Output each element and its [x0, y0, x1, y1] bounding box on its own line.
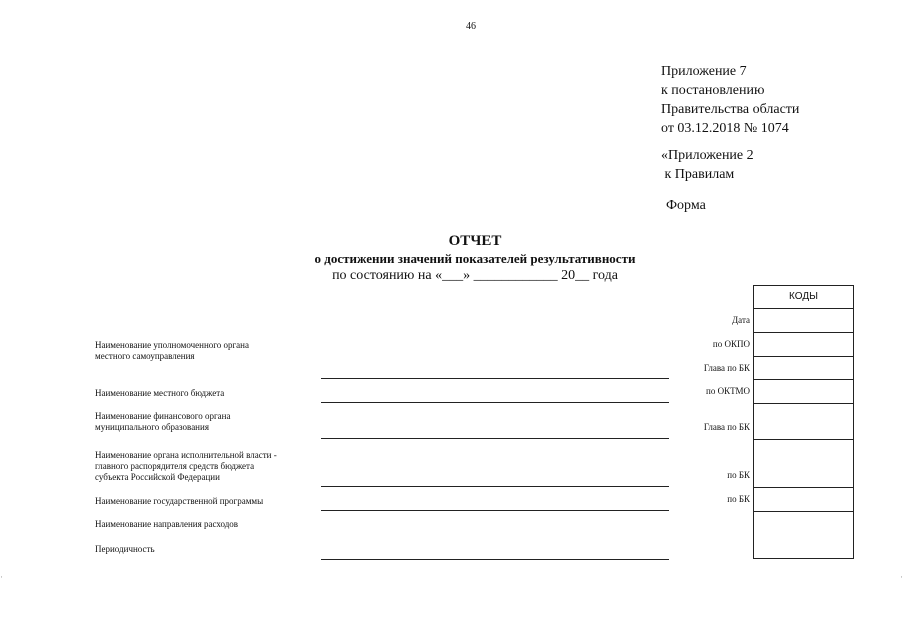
- code-label-head-bk-1: Глава по БК: [703, 363, 750, 373]
- codes-divider: [754, 439, 853, 440]
- field-input-program[interactable]: [321, 510, 669, 511]
- codes-header: КОДЫ: [789, 291, 818, 302]
- code-label-date: Дата: [732, 315, 750, 325]
- field-label-authority: Наименование уполномоченного органа местного самоуправления: [95, 340, 249, 361]
- codes-divider: [754, 356, 853, 357]
- field-label-periodicity: Периодичность: [95, 544, 155, 554]
- field-label-expense-direction: Наименование направления расходов: [95, 519, 239, 529]
- page-edge-mark: ·: [0, 572, 3, 582]
- codes-divider: [754, 379, 853, 380]
- report-as-of: по состоянию на «___» ____________ 20__ года: [332, 268, 618, 283]
- report-title-block: [270, 233, 680, 284]
- field-input-authority[interactable]: [321, 378, 669, 379]
- appendix-line: от 03.12.2018 № 1074: [661, 121, 789, 136]
- code-label-bk-1: по БК: [727, 470, 750, 480]
- field-label-budget: Наименование местного бюджета: [95, 388, 225, 398]
- code-label-head-bk-2: Глава по БК: [703, 422, 750, 432]
- appendix-line: к постановлению: [661, 83, 765, 98]
- appendix-header: [661, 62, 799, 138]
- appendix-sub-line: «Приложение 2: [661, 148, 754, 163]
- field-input-finance-body[interactable]: [321, 438, 669, 439]
- code-label-bk-2: по БК: [727, 494, 750, 504]
- appendix-sub-line: к Правилам: [661, 167, 735, 182]
- report-title: ОТЧЕТ: [448, 233, 502, 249]
- form-label: Форма: [666, 198, 706, 213]
- code-label-okpo: по ОКПО: [712, 339, 750, 349]
- field-label-executive-body: Наименование органа исполнительной власти - главного распорядителя средств бюджета субъекта Российской Федерации: [95, 450, 277, 482]
- appendix-line: Правительства области: [661, 102, 800, 117]
- page-number: 46: [466, 21, 476, 32]
- field-input-periodicity[interactable]: [321, 559, 669, 560]
- codes-divider: [754, 487, 853, 488]
- field-label-program: Наименование государственной программы: [95, 496, 264, 506]
- codes-table: [753, 285, 854, 559]
- report-subtitle: о достижении значений показателей результативности: [314, 251, 636, 266]
- field-input-budget[interactable]: [321, 402, 669, 403]
- page-edge-mark: ·: [900, 572, 903, 582]
- appendix-subheader: [661, 146, 754, 184]
- appendix-line: Приложение 7: [661, 64, 747, 79]
- codes-divider: [754, 403, 853, 404]
- field-label-finance-body: Наименование финансового органа муниципального образования: [95, 411, 231, 432]
- code-label-oktmo: по ОКТМО: [706, 386, 750, 396]
- codes-divider: [754, 308, 853, 309]
- codes-divider: [754, 511, 853, 512]
- field-input-executive-body[interactable]: [321, 486, 669, 487]
- codes-divider: [754, 332, 853, 333]
